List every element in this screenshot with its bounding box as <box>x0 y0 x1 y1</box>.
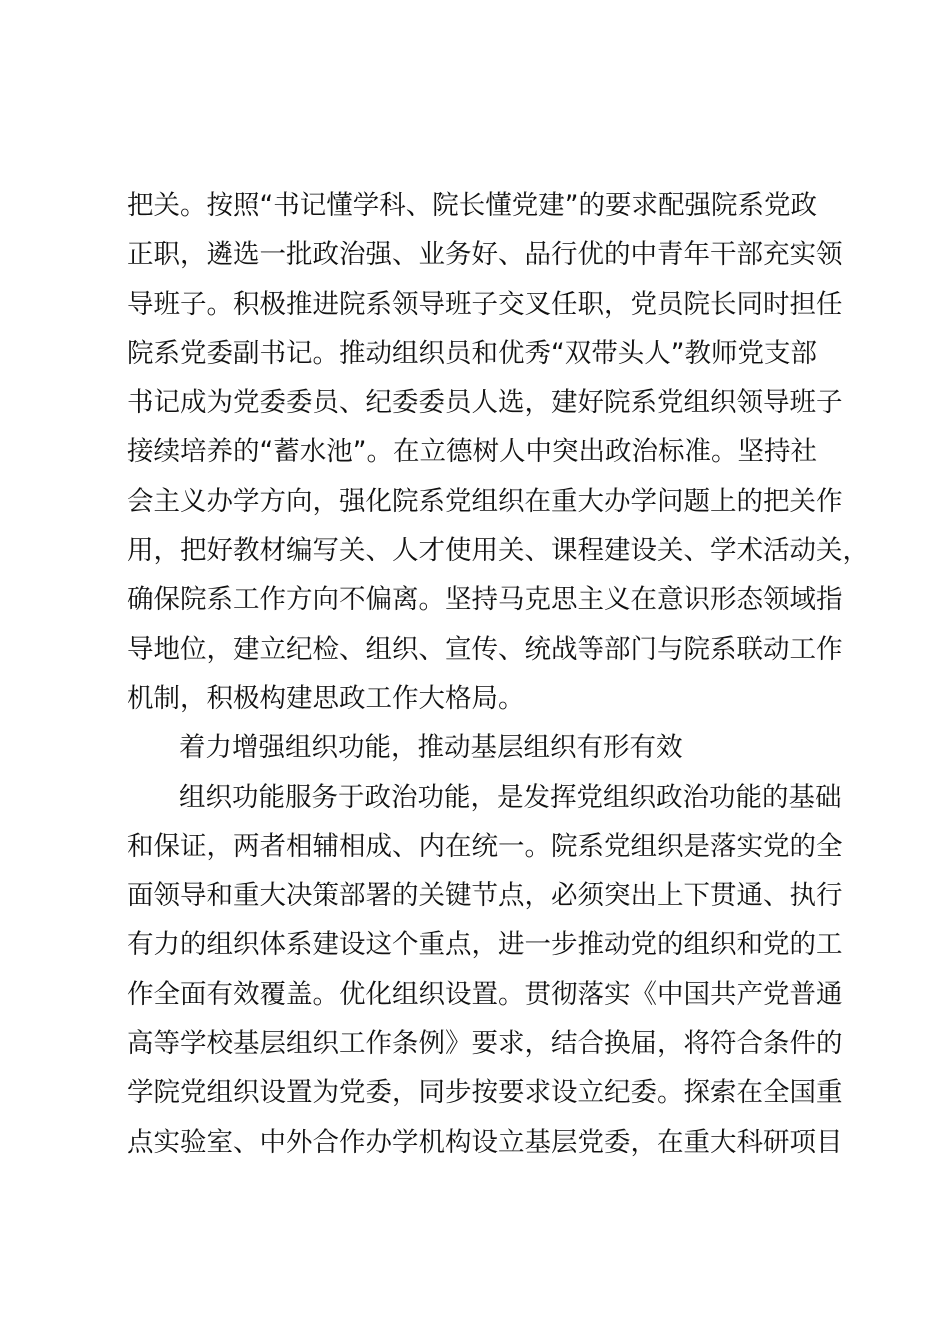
text-line: 机制，积极构建思政工作大格局。 <box>127 682 525 714</box>
text-line: 导地位，建立纪检、组织、宣传、统战等部门与院系联动工作 <box>127 633 843 665</box>
text-line: 书记成为党委委员、纪委委员人选，建好院系党组织领导班子 <box>127 387 843 419</box>
text-line: 学院党组织设置为党委，同步按要求设立纪委。探索在全国重 <box>127 1077 843 1109</box>
text-line: 高等学校基层组织工作条例》要求，结合换届，将符合条件的 <box>127 1028 843 1060</box>
text-line: 点实验室、中外合作办学机构设立基层党委，在重大科研项目 <box>127 1126 843 1158</box>
document-body <box>127 181 869 1167</box>
text-line: 面领导和重大决策部署的关键节点，必须突出上下贯通、执行 <box>127 880 843 912</box>
paragraph-2 <box>127 773 847 1167</box>
text-line: 确保院系工作方向不偏离。坚持马克思主义在意识形态领域指 <box>127 584 843 616</box>
text-line: 把关。按照“书记懂学科、院长懂党建”的要求配强院系党政 <box>127 190 817 221</box>
text-line: 正职，遴选一批政治强、业务好、品行优的中青年干部充实领 <box>127 239 843 271</box>
text-line: 院系党委副书记。推动组织员和优秀“双带头人”教师党支部 <box>127 337 817 369</box>
text-line: 导班子。积极推进院系领导班子交叉任职，党员院长同时担任 <box>127 288 843 320</box>
text-line: 组织功能服务于政治功能，是发挥党组织政治功能的基础 <box>179 781 842 813</box>
text-line: 接续培养的“蓄水池”。在立德树人中突出政治标准。坚持社 <box>127 436 817 468</box>
text-line: 用，把好教材编写关、人才使用关、课程建设关、学术活动关， <box>127 535 869 567</box>
paragraph-1 <box>127 181 869 723</box>
text-line: 作全面有效覆盖。优化组织设置。贯彻落实《中国共产党普通 <box>127 978 843 1010</box>
text-line: 有力的组织体系建设这个重点，进一步推动党的组织和党的工 <box>127 929 843 961</box>
text-line: 会主义办学方向，强化院系党组织在重大办学问题上的把关作 <box>127 485 843 517</box>
section-heading: 着力增强组织功能，推动基层组织有形有效 <box>179 732 683 764</box>
text-line: 和保证，两者相辅相成、内在统一。院系党组织是落实党的全 <box>127 830 843 862</box>
